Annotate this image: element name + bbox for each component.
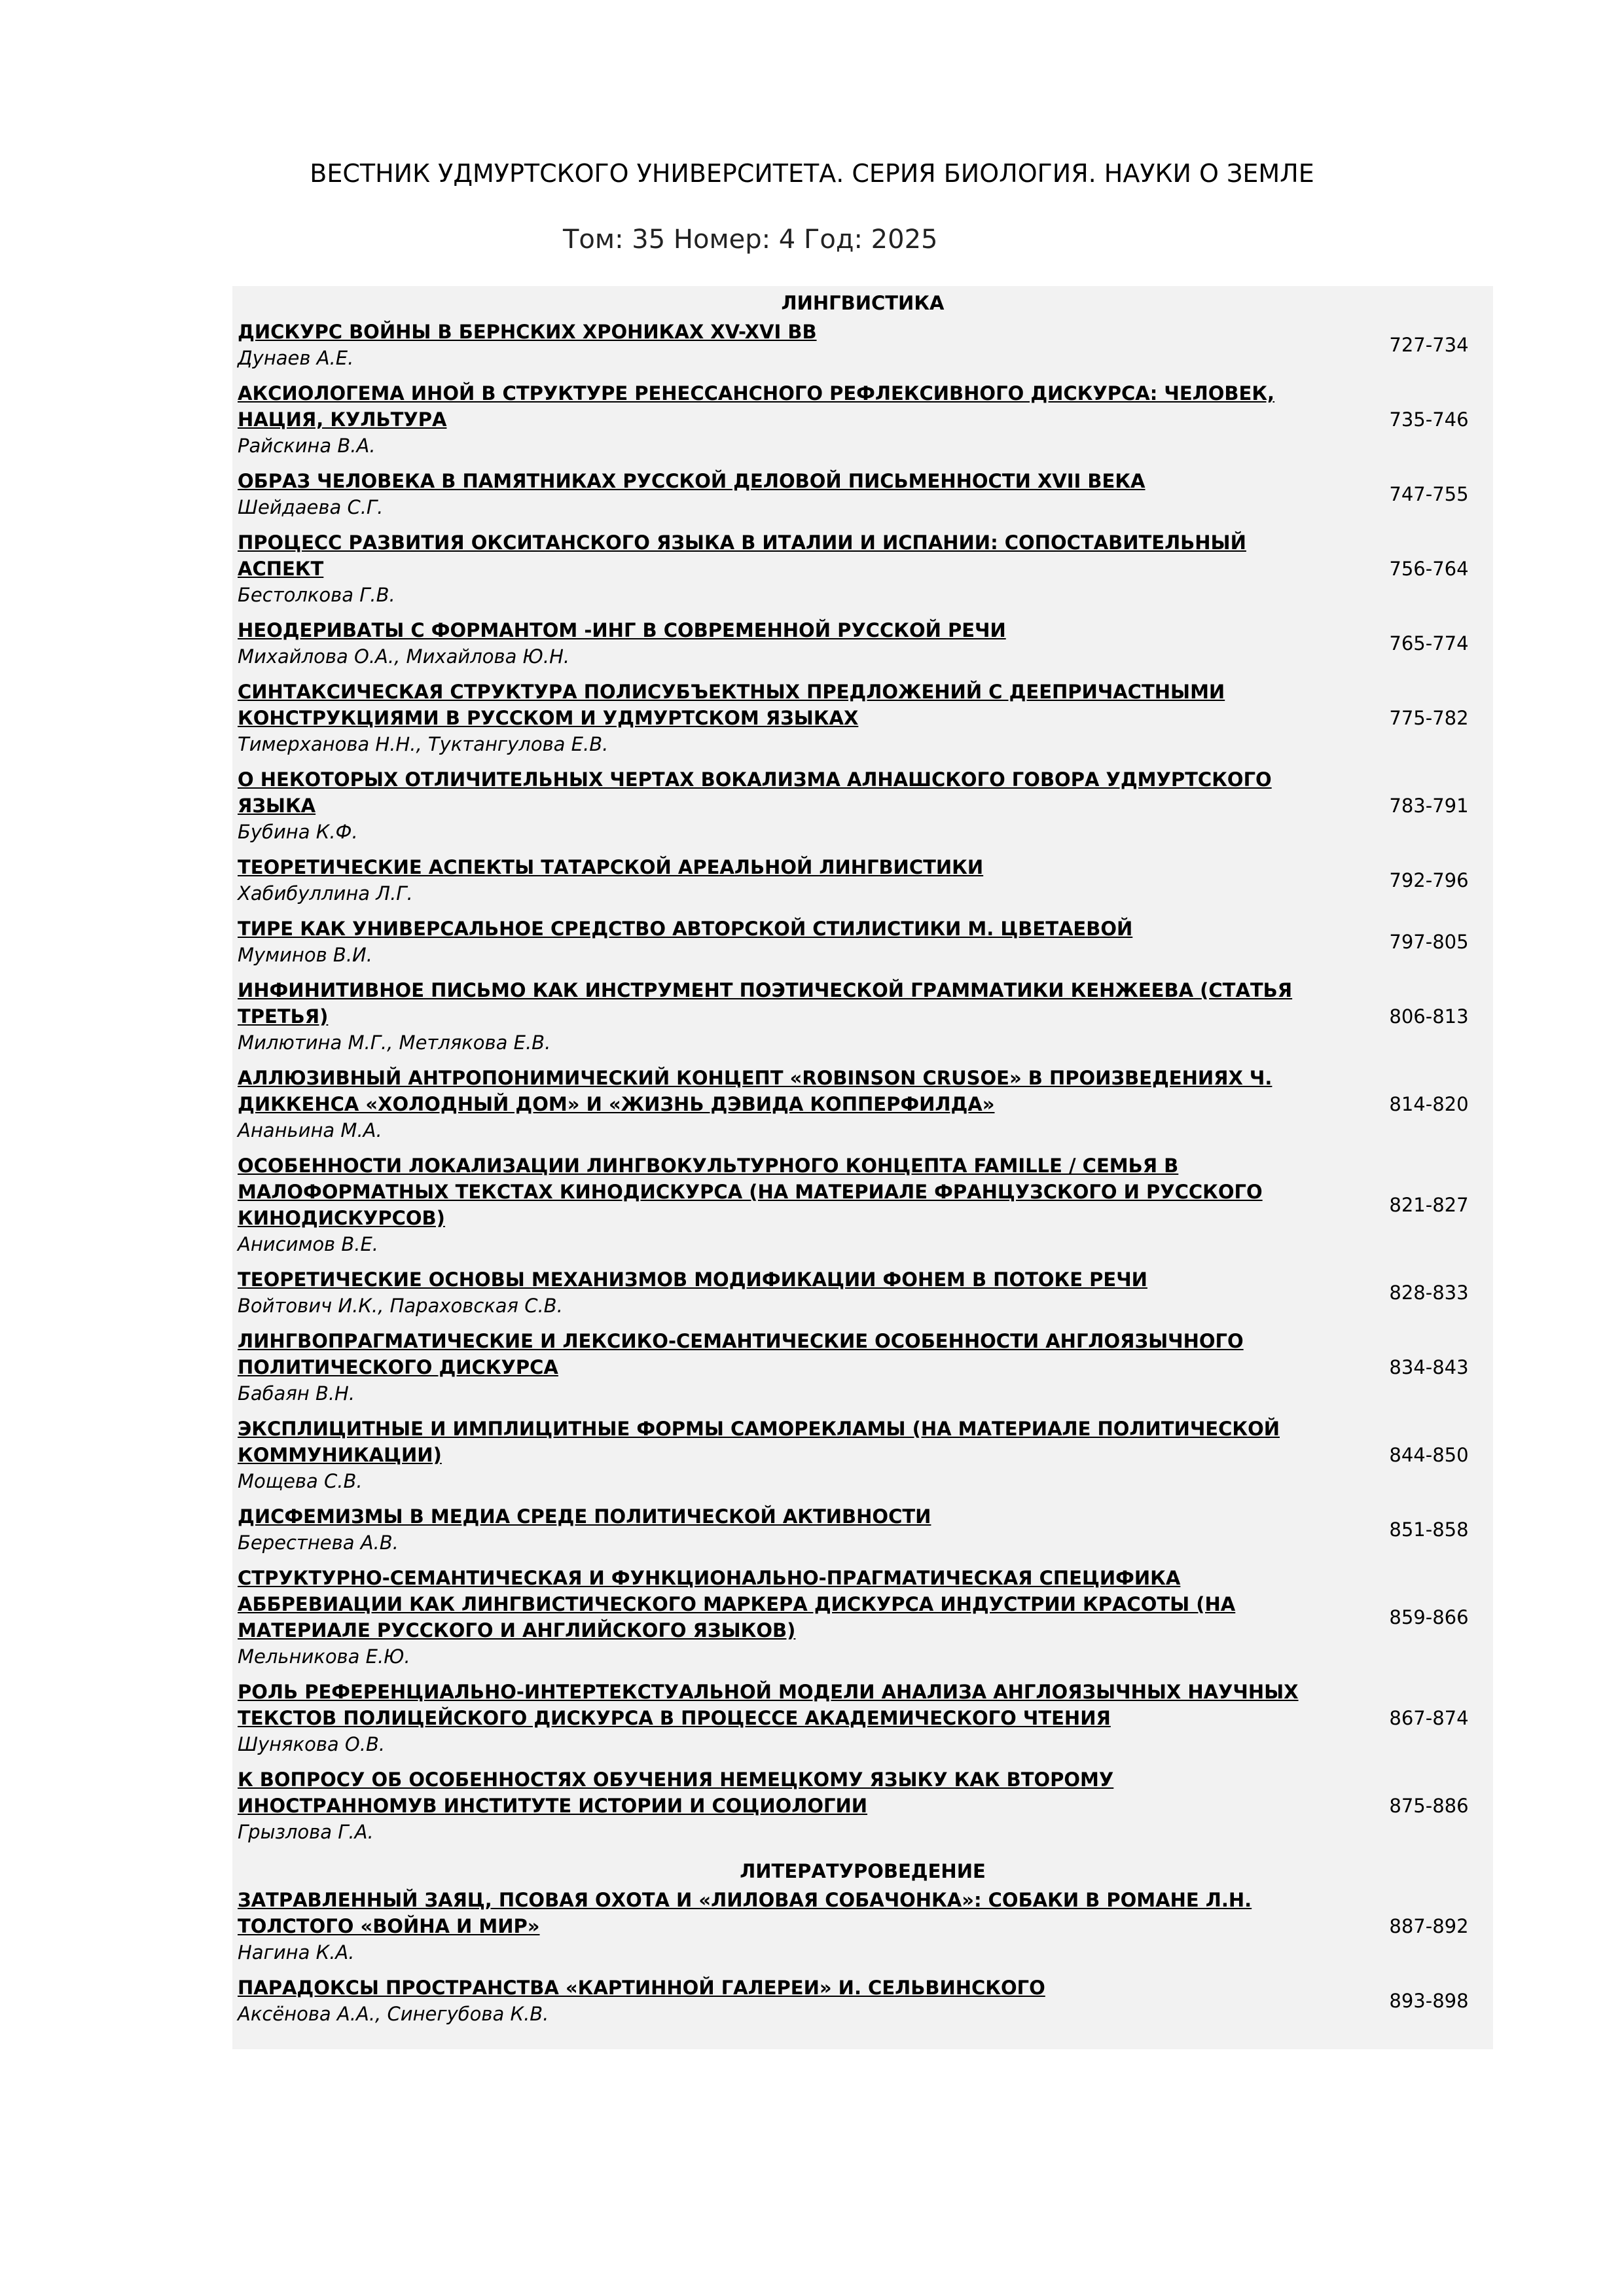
article-pages: 765-774 <box>1389 632 1469 655</box>
article-entry <box>232 916 1493 968</box>
article-title-link[interactable]: ИНФИНИТИВНОЕ ПИСЬМО КАК ИНСТРУМЕНТ ПОЭТИЧЕСКОЙ ГРАММАТИКИ КЕНЖЕЕВА (СТАТЬЯ <box>238 979 1293 1001</box>
article-title-link[interactable]: РОЛЬ РЕФЕРЕНЦИАЛЬНО-ИНТЕРТЕКСТУАЛЬНОЙ МОДЕЛИ АНАЛИЗА АНГЛОЯЗЫЧНЫХ НАУЧНЫХ <box>238 1681 1299 1703</box>
article-info <box>238 529 1350 608</box>
article-title-link[interactable]: ТОЛСТОГО «ВОЙНА И МИР» <box>238 1915 540 1937</box>
article-authors: Хабибуллина Л.Г. <box>238 882 413 905</box>
article-entry <box>232 1565 1493 1670</box>
article-title-link[interactable]: ОБРАЗ ЧЕЛОВЕКА В ПАМЯТНИКАХ РУССКОЙ ДЕЛОВОЙ ПИСЬМЕННОСТИ XVII ВЕКА <box>238 470 1146 492</box>
article-title-link[interactable]: НАЦИЯ, КУЛЬТУРА <box>238 408 447 431</box>
article-pages: 893-898 <box>1389 1990 1469 2012</box>
article-entry <box>232 529 1493 608</box>
article-pages: 834-843 <box>1389 1356 1469 1378</box>
article-title-link[interactable]: ДИККЕНСА «ХОЛОДНЫЙ ДОМ» И «ЖИЗНЬ ДЭВИДА КОППЕРФИЛДА» <box>238 1093 995 1115</box>
section-heading: ЛИТЕРАТУРОВЕДЕНИЕ <box>740 1860 986 1882</box>
article-title-link[interactable]: ЛИНГВОПРАГМАТИЧЕСКИЕ И ЛЕКСИКО-СЕМАНТИЧЕСКИЕ ОСОБЕННОСТИ АНГЛОЯЗЫЧНОГО <box>238 1330 1244 1352</box>
article-pages: 851-858 <box>1389 1518 1469 1541</box>
section-heading: ЛИНГВИСТИКА <box>781 292 945 314</box>
article-info <box>238 380 1350 459</box>
article-info <box>238 977 1350 1056</box>
article-title-link[interactable]: АЛЛЮЗИВНЫЙ АНТРОПОНИМИЧЕСКИЙ КОНЦЕПТ «ROBINSON CRUSOE» В ПРОИЗВЕДЕНИЯХ Ч. <box>238 1067 1272 1089</box>
article-authors: Шейдаева С.Г. <box>238 496 384 518</box>
article-entry <box>232 1266 1493 1319</box>
article-info <box>238 1065 1350 1143</box>
article-title-link[interactable]: ЭКСПЛИЦИТНЫЕ И ИМПЛИЦИТНЫЕ ФОРМЫ САМОРЕКЛАМЫ (НА МАТЕРИАЛЕ ПОЛИТИЧЕСКОЙ <box>238 1418 1280 1440</box>
article-info <box>238 679 1350 757</box>
article-title-link[interactable]: СТРУКТУРНО-СЕМАНТИЧЕСКАЯ И ФУНКЦИОНАЛЬНО-ПРАГМАТИЧЕСКАЯ СПЕЦИФИКА <box>238 1567 1181 1589</box>
article-entry <box>232 319 1493 371</box>
article-info <box>238 1328 1350 1407</box>
article-authors: Дунаев А.Е. <box>238 347 354 369</box>
article-title-link[interactable]: К ВОПРОСУ ОБ ОСОБЕННОСТЯХ ОБУЧЕНИЯ НЕМЕЦКОМУ ЯЗЫКУ КАК ВТОРОМУ <box>238 1768 1114 1791</box>
article-entry <box>232 1679 1493 1757</box>
article-pages: 747-755 <box>1389 483 1469 505</box>
article-entry <box>232 1416 1493 1494</box>
article-info <box>238 916 1350 968</box>
article-title-link[interactable]: КОММУНИКАЦИИ) <box>238 1444 442 1466</box>
article-authors: Мощева С.В. <box>238 1470 363 1492</box>
article-info <box>238 854 1350 906</box>
article-entry <box>232 1975 1493 2027</box>
article-info <box>238 1679 1350 1757</box>
article-info <box>238 1565 1350 1670</box>
article-info <box>238 1887 1350 1965</box>
article-title-link[interactable]: КОНСТРУКЦИЯМИ В РУССКОМ И УДМУРТСКОМ ЯЗЫКАХ <box>238 707 859 729</box>
article-authors: Ананьина М.А. <box>238 1119 382 1141</box>
journal-title: ВЕСТНИК УДМУРТСКОГО УНИВЕРСИТЕТА. СЕРИЯ БИОЛОГИЯ. НАУКИ О ЗЕМЛЕ <box>310 159 1314 188</box>
article-title-link[interactable]: ОСОБЕННОСТИ ЛОКАЛИЗАЦИИ ЛИНГВОКУЛЬТУРНОГО КОНЦЕПТА FAMILLE / СЕМЬЯ В <box>238 1155 1179 1177</box>
article-authors: Аксёнова А.А., Синегубова К.В. <box>238 2003 549 2025</box>
article-entry <box>232 1065 1493 1143</box>
article-info <box>238 617 1350 670</box>
article-title-link[interactable]: ДИСФЕМИЗМЫ В МЕДИА СРЕДЕ ПОЛИТИЧЕСКОЙ АКТИВНОСТИ <box>238 1505 931 1528</box>
article-authors: Нагина К.А. <box>238 1941 355 1964</box>
article-pages: 814-820 <box>1389 1093 1469 1115</box>
article-title-link[interactable]: О НЕКОТОРЫХ ОТЛИЧИТЕЛЬНЫХ ЧЕРТАХ ВОКАЛИЗМА АЛНАШСКОГО ГОВОРА УДМУРТСКОГО <box>238 768 1272 791</box>
article-entry <box>232 1503 1493 1556</box>
article-pages: 828-833 <box>1389 1282 1469 1304</box>
article-title-link[interactable]: ТИРЕ КАК УНИВЕРСАЛЬНОЕ СРЕДСТВО АВТОРСКОЙ СТИЛИСТИКИ М. ЦВЕТАЕВОЙ <box>238 918 1133 940</box>
article-pages: 783-791 <box>1389 795 1469 817</box>
article-title-link[interactable]: ТЕОРЕТИЧЕСКИЕ ОСНОВЫ МЕХАНИЗМОВ МОДИФИКАЦИИ ФОНЕМ В ПОТОКЕ РЕЧИ <box>238 1268 1147 1291</box>
article-authors: Бубина К.Ф. <box>238 821 358 843</box>
article-authors: Берестнева А.В. <box>238 1532 399 1554</box>
article-title-link[interactable]: КИНОДИСКУРСОВ) <box>238 1207 445 1229</box>
article-pages: 735-746 <box>1389 408 1469 431</box>
article-title-link[interactable]: НЕОДЕРИВАТЫ С ФОРМАНТОМ -ИНГ В СОВРЕМЕННОЙ РУССКОЙ РЕЧИ <box>238 619 1006 641</box>
article-authors: Анисимов В.Е. <box>238 1233 379 1255</box>
article-authors: Бестолкова Г.В. <box>238 584 395 606</box>
article-title-link[interactable]: ПРОЦЕСС РАЗВИТИЯ ОКСИТАНСКОГО ЯЗЫКА В ИТАЛИИ И ИСПАНИИ: СОПОСТАВИТЕЛЬНЫЙ <box>238 531 1246 554</box>
article-title-link[interactable]: ТЕОРЕТИЧЕСКИЕ АСПЕКТЫ ТАТАРСКОЙ АРЕАЛЬНОЙ ЛИНГВИСТИКИ <box>238 856 984 878</box>
article-pages: 727-734 <box>1389 334 1469 356</box>
article-title-link[interactable]: ПОЛИТИЧЕСКОГО ДИСКУРСА <box>238 1356 558 1378</box>
article-title-link[interactable]: ПАРАДОКСЫ ПРОСТРАНСТВА «КАРТИННОЙ ГАЛЕРЕИ» И. СЕЛЬВИНСКОГО <box>238 1977 1045 1999</box>
article-entry <box>232 1328 1493 1407</box>
article-title-link[interactable]: СИНТАКСИЧЕСКАЯ СТРУКТУРА ПОЛИСУБЪЕКТНЫХ ПРЕДЛОЖЕНИЙ С ДЕЕПРИЧАСТНЫМИ <box>238 681 1225 703</box>
article-info <box>238 1975 1350 2027</box>
article-info <box>238 766 1350 845</box>
article-entry <box>232 1767 1493 1845</box>
article-authors: Мельникова Е.Ю. <box>238 1645 410 1668</box>
article-entry <box>232 1153 1493 1257</box>
article-title-link[interactable]: МАЛОФОРМАТНЫХ ТЕКСТАХ КИНОДИСКУРСА (НА МАТЕРИАЛЕ ФРАНЦУЗСКОГО И РУССКОГО <box>238 1181 1263 1203</box>
article-pages: 887-892 <box>1389 1915 1469 1937</box>
article-info <box>238 1767 1350 1845</box>
article-entry <box>232 1887 1493 1965</box>
article-title-link[interactable]: ТРЕТЬЯ) <box>238 1005 329 1028</box>
article-pages: 821-827 <box>1389 1194 1469 1216</box>
article-entry <box>232 766 1493 845</box>
article-pages: 844-850 <box>1389 1444 1469 1466</box>
article-authors: Милютина М.Г., Метлякова Е.В. <box>238 1031 551 1054</box>
article-pages: 775-782 <box>1389 707 1469 729</box>
article-authors: Грызлова Г.А. <box>238 1821 374 1843</box>
article-title-link[interactable]: ДИСКУРС ВОЙНЫ В БЕРНСКИХ ХРОНИКАХ XV-XVI ВВ <box>238 321 817 343</box>
article-authors: Войтович И.К., Параховская С.В. <box>238 1295 563 1317</box>
article-authors: Бабаян В.Н. <box>238 1382 355 1405</box>
article-pages: 867-874 <box>1389 1707 1469 1729</box>
article-info <box>238 1503 1350 1556</box>
article-authors: Михайлова О.А., Михайлова Ю.Н. <box>238 645 570 668</box>
article-title-link[interactable]: АББРЕВИАЦИИ КАК ЛИНГВИСТИЧЕСКОГО МАРКЕРА ДИСКУРСА ИНДУСТРИИ КРАСОТЫ (НА <box>238 1593 1236 1615</box>
issue-info: Том: 35 Номер: 4 Год: 2025 <box>563 224 938 255</box>
article-info <box>238 319 1350 371</box>
article-info <box>238 1266 1350 1319</box>
article-authors: Райскина В.А. <box>238 435 376 457</box>
article-authors: Муминов В.И. <box>238 944 372 966</box>
article-info <box>238 468 1350 520</box>
table-of-contents <box>232 286 1493 2049</box>
article-entry <box>232 380 1493 459</box>
article-pages: 792-796 <box>1389 869 1469 891</box>
article-entry <box>232 977 1493 1056</box>
article-info <box>238 1416 1350 1494</box>
article-pages: 797-805 <box>1389 931 1469 953</box>
article-title-link[interactable]: АКСИОЛОГЕМА ИНОЙ В СТРУКТУРЕ РЕНЕССАНСНОГО РЕФЛЕКСИВНОГО ДИСКУРСА: ЧЕЛОВЕК, <box>238 382 1275 404</box>
article-pages: 859-866 <box>1389 1606 1469 1628</box>
article-title-link[interactable]: ИНОСТРАННОМУВ ИНСТИТУТЕ ИСТОРИИ И СОЦИОЛОГИИ <box>238 1795 868 1817</box>
article-authors: Шунякова О.В. <box>238 1733 386 1755</box>
article-entry <box>232 617 1493 670</box>
article-authors: Тимерханова Н.Н., Туктангулова Е.В. <box>238 733 609 755</box>
article-title-link[interactable]: ЯЗЫКА <box>238 795 316 817</box>
article-entry <box>232 468 1493 520</box>
article-pages: 756-764 <box>1389 558 1469 580</box>
article-title-link[interactable]: АСПЕКТ <box>238 558 324 580</box>
article-title-link[interactable]: ТЕКСТОВ ПОЛИЦЕЙСКОГО ДИСКУРСА В ПРОЦЕССЕ АКАДЕМИЧЕСКОГО ЧТЕНИЯ <box>238 1707 1111 1729</box>
article-pages: 806-813 <box>1389 1005 1469 1028</box>
article-pages: 875-886 <box>1389 1795 1469 1817</box>
article-entry <box>232 854 1493 906</box>
article-title-link[interactable]: МАТЕРИАЛЕ РУССКОГО И АНГЛИЙСКОГО ЯЗЫКОВ) <box>238 1619 796 1641</box>
article-title-link[interactable]: ЗАТРАВЛЕННЫЙ ЗАЯЦ, ПСОВАЯ ОХОТА И «ЛИЛОВАЯ СОБАЧОНКА»: СОБАКИ В РОМАНЕ Л.Н. <box>238 1889 1252 1911</box>
article-info <box>238 1153 1350 1257</box>
article-entry <box>232 679 1493 757</box>
